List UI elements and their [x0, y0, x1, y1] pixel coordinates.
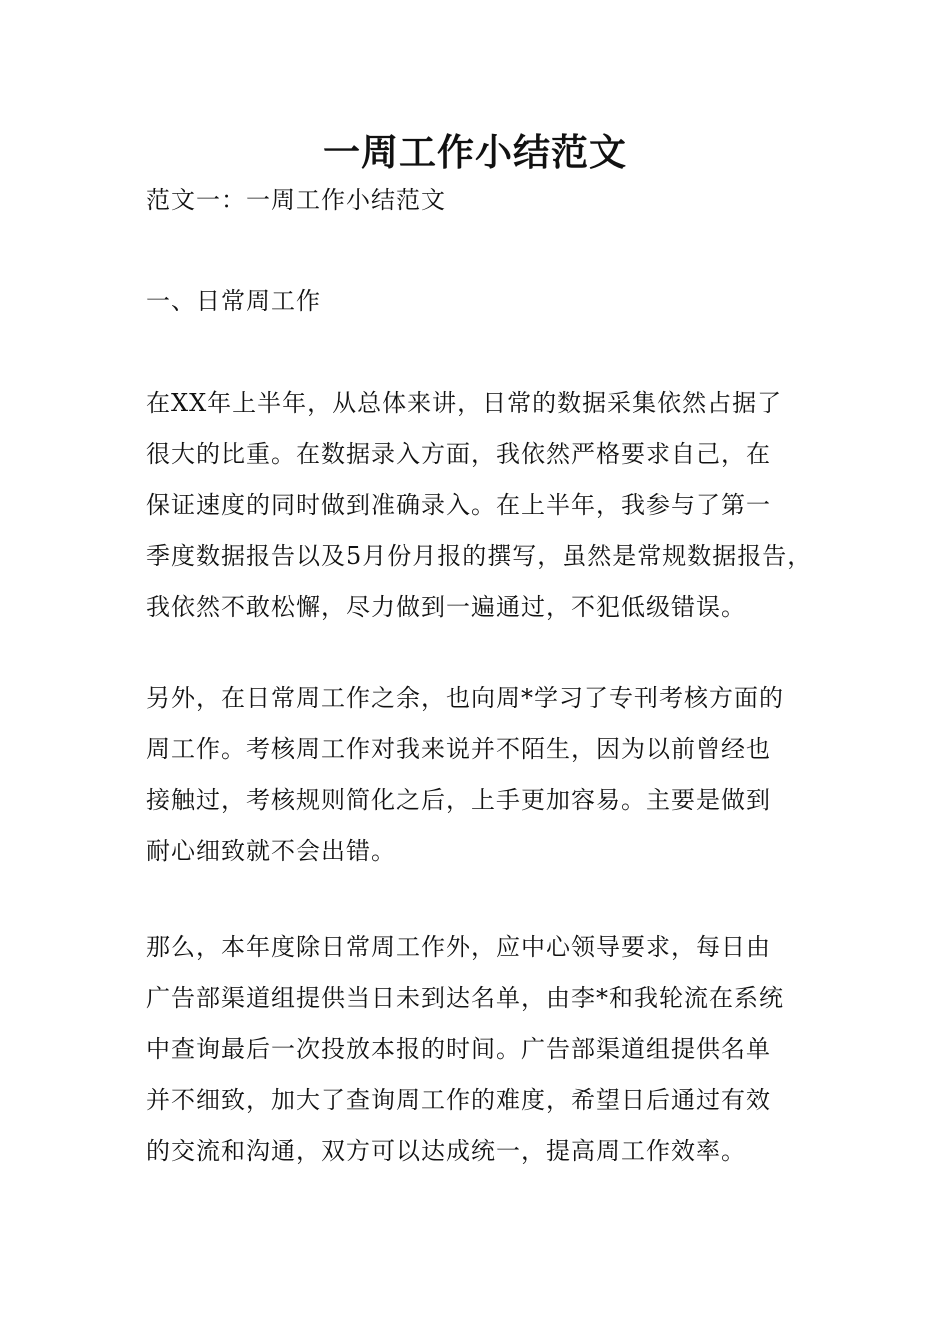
paragraph-line: 另外，在日常周工作之余，也向周*学习了专刊考核方面的: [146, 684, 784, 712]
paragraph-3: [146, 922, 836, 1177]
paragraph-2: [146, 673, 836, 877]
paragraph-line: 的交流和沟通，双方可以达成统一，提高周工作效率。: [146, 1137, 746, 1165]
document-title: 一周工作小结范文: [323, 130, 627, 174]
paragraph-1: [146, 378, 836, 633]
paragraph-line: 周工作。考核周工作对我来说并不陌生，因为以前曾经也: [146, 735, 771, 763]
section-heading: 一、日常周工作: [146, 287, 321, 315]
paragraph-line: 我依然不敢松懈，尽力做到一遍通过，不犯低级错误。: [146, 593, 746, 621]
paragraph-line: 耐心细致就不会出错。: [146, 837, 396, 865]
paragraph-line: 那么，本年度除日常周工作外，应中心领导要求，每日由: [146, 933, 771, 961]
paragraph-line: 中查询最后一次投放本报的时间。广告部渠道组提供名单: [146, 1035, 771, 1063]
paragraph-line: 很大的比重。在数据录入方面，我依然严格要求自己，在: [146, 440, 771, 468]
paragraph-line: 保证速度的同时做到准确录入。在上半年，我参与了第一: [146, 491, 771, 519]
paragraph-line: 并不细致，加大了查询周工作的难度，希望日后通过有效: [146, 1086, 771, 1114]
paragraph-line: 接触过，考核规则简化之后，上手更加容易。主要是做到: [146, 786, 771, 814]
paragraph-line: 季度数据报告以及5月份月报的撰写，虽然是常规数据报告，: [146, 542, 813, 570]
paragraph-line: 在XX年上半年，从总体来讲，日常的数据采集依然占据了: [146, 389, 783, 417]
paragraph-line: 广告部渠道组提供当日未到达名单，由李*和我轮流在系统: [146, 984, 784, 1012]
document-subtitle: 范文一：一周工作小结范文: [146, 186, 446, 214]
